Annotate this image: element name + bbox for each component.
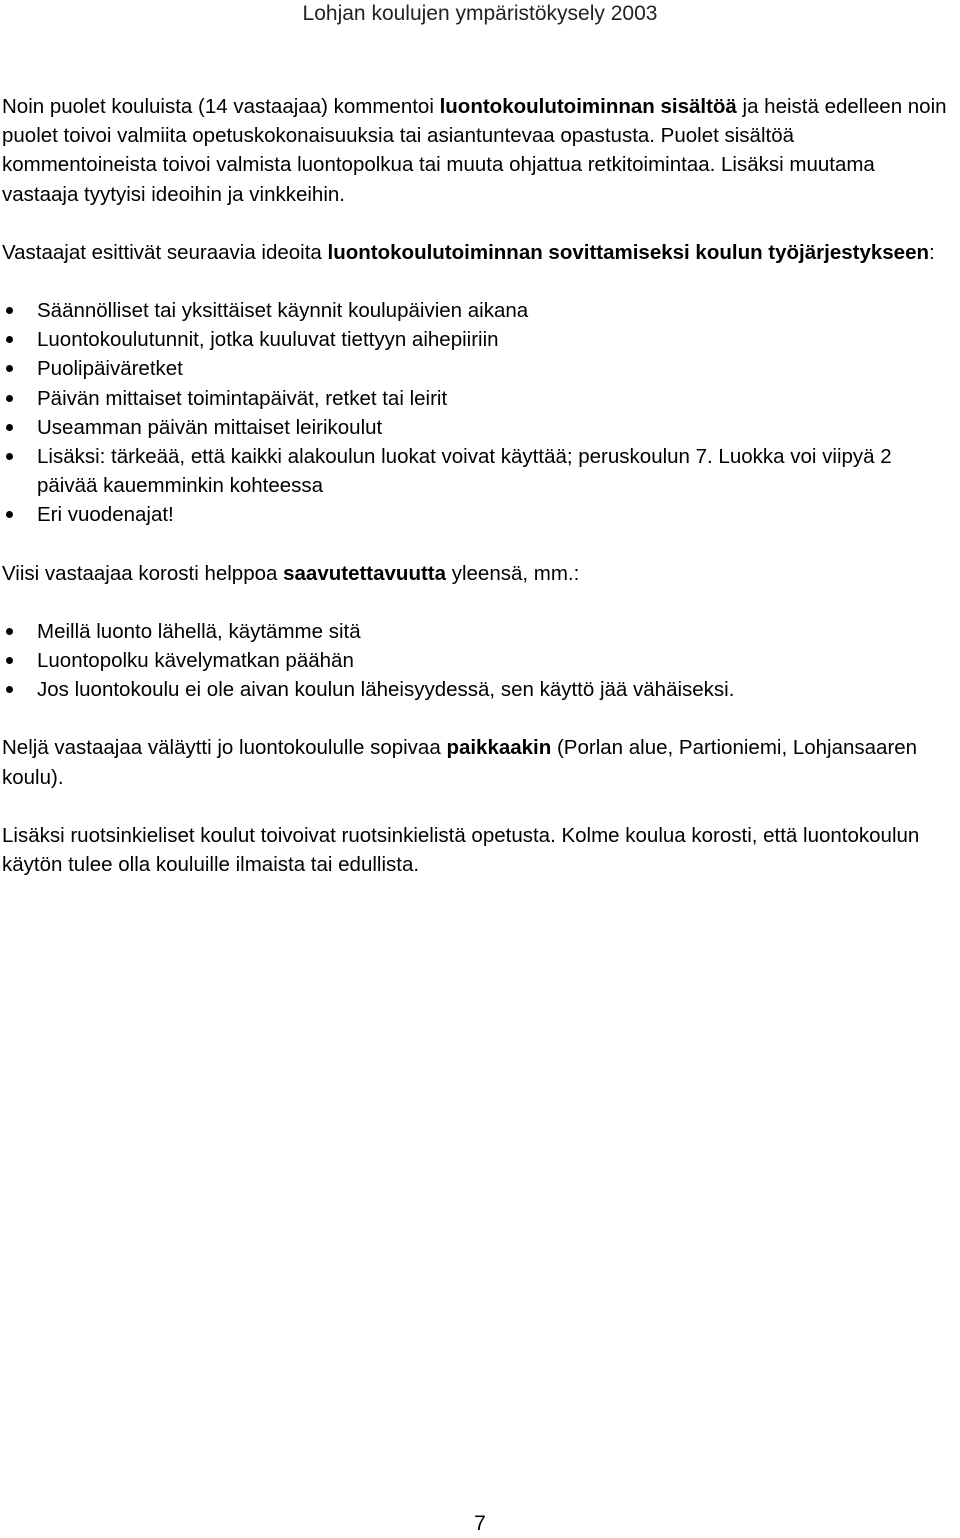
paragraph-accessibility: [2, 559, 952, 588]
list-item: Lisäksi: tärkeää, että kaikki alakoulun luokat voivat käyttää; peruskoulun 7. Luokka voi viipyä 2 päivää kauemminkin kohteessa: [2, 442, 952, 500]
bold-phrase: luontokoulutoiminnan sisältöä: [439, 95, 737, 118]
accessibility-list: [2, 617, 952, 705]
bold-phrase: luontokoulutoiminnan sovittamiseksi koulun työjärjestykseen: [327, 240, 929, 264]
list-item: Eri vuodenajat!: [2, 500, 952, 529]
header-title: Lohjan koulujen ympäristökysely 2003: [302, 2, 658, 25]
page-number: 7: [474, 1512, 486, 1535]
list-item: Päivän mittaiset toimintapäivät, retket tai leirit: [2, 384, 952, 413]
list-item: Meillä luonto lähellä, käytämme sitä: [2, 617, 952, 646]
list-item: Luontopolku kävelymatkan päähän: [2, 646, 952, 675]
list-item: Luontokoulutunnit, jotka kuuluvat tiettyyn aihepiiriin: [2, 325, 952, 354]
list-item: Useamman päivän mittaiset leirikoulut: [2, 413, 952, 442]
paragraph-text: Viisi vastaajaa korosti helppoa: [2, 561, 284, 585]
paragraph-text: :: [929, 240, 935, 264]
bold-phrase: saavutettavuutta: [283, 561, 447, 585]
paragraph-text: yleensä, mm.:: [446, 561, 580, 585]
paragraph-text: (Porlan alue, Partioniemi, Lohjansaaren koulu).: [2, 736, 918, 789]
scheduling-ideas-list: [2, 296, 952, 530]
paragraph-text: Noin puolet kouluista (14 vastaajaa) kommentoi: [2, 95, 440, 118]
list-item: Jos luontokoulu ei ole aivan koulun läheisyydessä, sen käyttö jää vähäiseksi.: [2, 675, 952, 704]
paragraph-text: Vastaajat esittivät seuraavia ideoita: [2, 240, 328, 264]
paragraph-language-cost: Lisäksi ruotsinkieliset koulut toivoivat ruotsinkielistä opetusta. Kolme koulua korosti, että luontokoulun käytön tulee olla kouluille ilmaista tai edullista.: [2, 823, 920, 877]
list-item: Puolipäiväretket: [2, 354, 952, 383]
document-body: [2, 92, 952, 908]
paragraph-content-feedback: [2, 92, 952, 209]
paragraph-scheduling-ideas: [2, 238, 952, 267]
page-header: [0, 0, 960, 28]
paragraph-text: ja heistä edelleen noin puolet toivoi valmiita opetuskokonaisuuksia tai asiantuntevaa opastusta. Puolet sisältöä kommentoineista toivoi valmista luontopolkua tai muuta ohjattua retkitoimintaa. Lisäksi muutama vastaaja tyytyisi ideoihin ja vinkkeihin.: [2, 95, 947, 206]
list-item: Säännölliset tai yksittäiset käynnit koulupäivien aikana: [2, 296, 952, 325]
paragraph-locations: [2, 733, 952, 791]
paragraph-text: Neljä vastaajaa väläytti jo luontokoululle sopivaa: [2, 736, 447, 760]
bold-phrase: paikkaakin: [446, 736, 552, 760]
